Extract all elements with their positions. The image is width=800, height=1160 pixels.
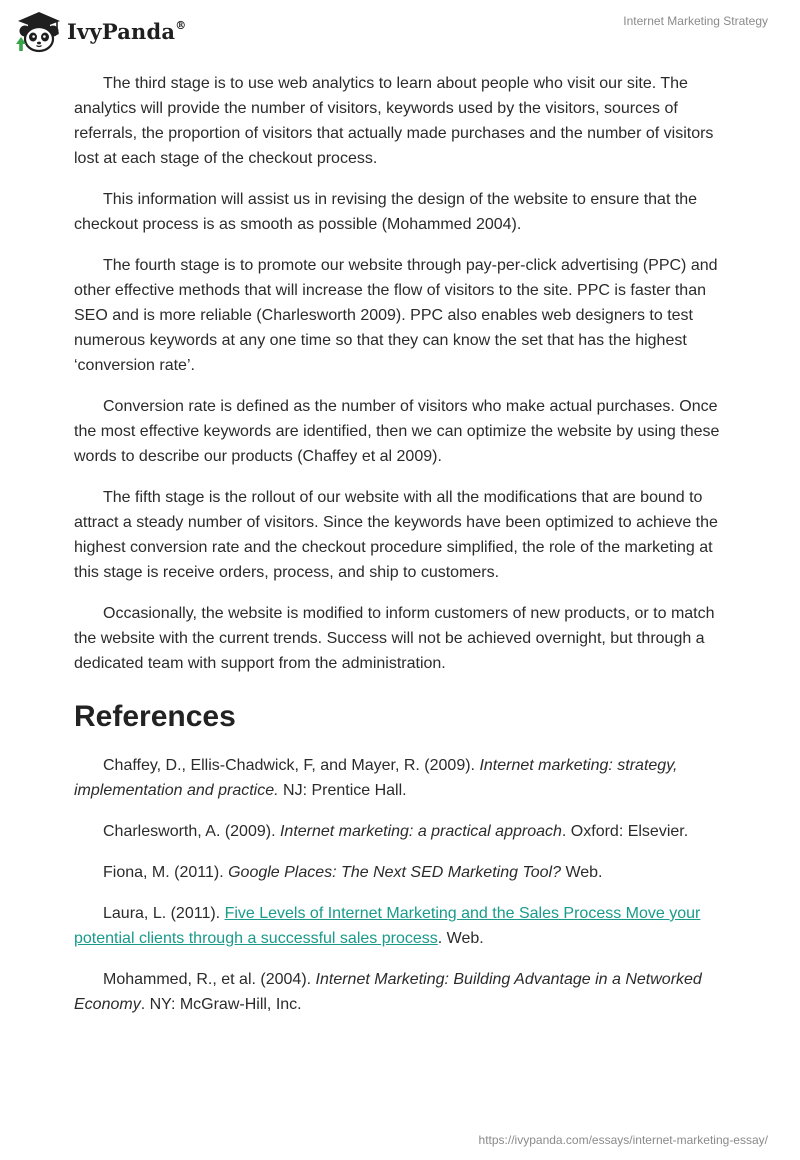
reference-title: Google Places: The Next SED Marketing Tool? bbox=[228, 864, 561, 881]
reference-authors: Laura, L. (2011). bbox=[103, 905, 225, 922]
reference-title: Internet Marketing: Building Advantage in a Networked Economy bbox=[74, 971, 702, 1013]
brand-logo[interactable] bbox=[14, 8, 186, 54]
source-url[interactable]: https://ivypanda.com/essays/internet-marketing-essay/ bbox=[478, 1133, 768, 1147]
reference-authors: Mohammed, R., et al. (2004). bbox=[103, 971, 316, 988]
body-paragraph: This information will assist us in revising the design of the website to ensure that the checkout process is as smooth as possible (Mohammed 2004). bbox=[74, 191, 698, 233]
reference-link[interactable]: Five Levels of Internet Marketing and the Sales Process Move your potential clients through a successful sales process bbox=[74, 905, 701, 947]
reference-authors: Chaffey, D., Ellis-Chadwick, F, and Mayer, R. (2009). bbox=[103, 757, 480, 774]
reference-publisher: . Oxford: Elsevier. bbox=[561, 823, 689, 840]
body-paragraph: The fifth stage is the rollout of our website with all the modifications that are bound to attract a steady number of visitors. Since the keywords have been optimized to achieve the highest conversion rate and the checkout procedure simplified, the role of the marketing at this stage is receive orders, process, and ship to customers. bbox=[74, 489, 718, 581]
reference-publisher: . Web. bbox=[437, 930, 484, 947]
reference-item bbox=[74, 860, 726, 885]
reference-authors: Fiona, M. (2011). bbox=[103, 864, 229, 881]
reference-item bbox=[74, 967, 726, 1017]
reference-publisher: . NY: McGraw-Hill, Inc. bbox=[140, 996, 302, 1013]
reference-authors: Charlesworth, A. (2009). bbox=[103, 823, 280, 840]
registered-mark: ® bbox=[175, 18, 187, 32]
panda-graduate-icon bbox=[14, 8, 64, 54]
reference-publisher: Web. bbox=[561, 864, 603, 881]
brand-name bbox=[67, 19, 186, 44]
body-paragraph: The fourth stage is to promote our website through pay-per-click advertising (PPC) and other effective methods that will increase the flow of visitors to the site. PPC is faster than SEO and is more reliable (Charlesworth 2009). PPC also enables web designers to test numerous keywords at any one time so that they can know the set that has the highest ‘conversion rate’. bbox=[74, 257, 718, 374]
body-paragraph: Conversion rate is defined as the number of visitors who make actual purchases. Once the most effective keywords are identified, then we can optimize the website by using these words to describe our products (Chaffey et al 2009). bbox=[74, 398, 720, 465]
document-title: Internet Marketing Strategy bbox=[623, 14, 768, 28]
reference-title: Internet marketing: a practical approach bbox=[279, 823, 562, 840]
reference-item bbox=[74, 753, 726, 803]
references-heading: References bbox=[74, 700, 236, 733]
reference-publisher: NJ: Prentice Hall. bbox=[278, 782, 407, 799]
reference-item bbox=[74, 901, 726, 951]
reference-item bbox=[74, 819, 726, 844]
body-paragraph: The third stage is to use web analytics to learn about people who visit our site. The analytics will provide the number of visitors, keywords used by the visitors, sources of referrals, the proportion of visitors that actually made purchases and the number of visitors lost at each stage of the checkout process. bbox=[74, 75, 714, 167]
body-paragraph: Occasionally, the website is modified to inform customers of new products, or to match the website with the current trends. Success will not be achieved overnight, but through a dedicated team with support from the administration. bbox=[74, 605, 715, 672]
brand-name-text: IvyPanda bbox=[67, 18, 176, 44]
reference-title: Internet marketing: strategy, implementation and practice. bbox=[74, 757, 678, 799]
page-header bbox=[0, 0, 800, 60]
essay-content bbox=[74, 71, 726, 1033]
